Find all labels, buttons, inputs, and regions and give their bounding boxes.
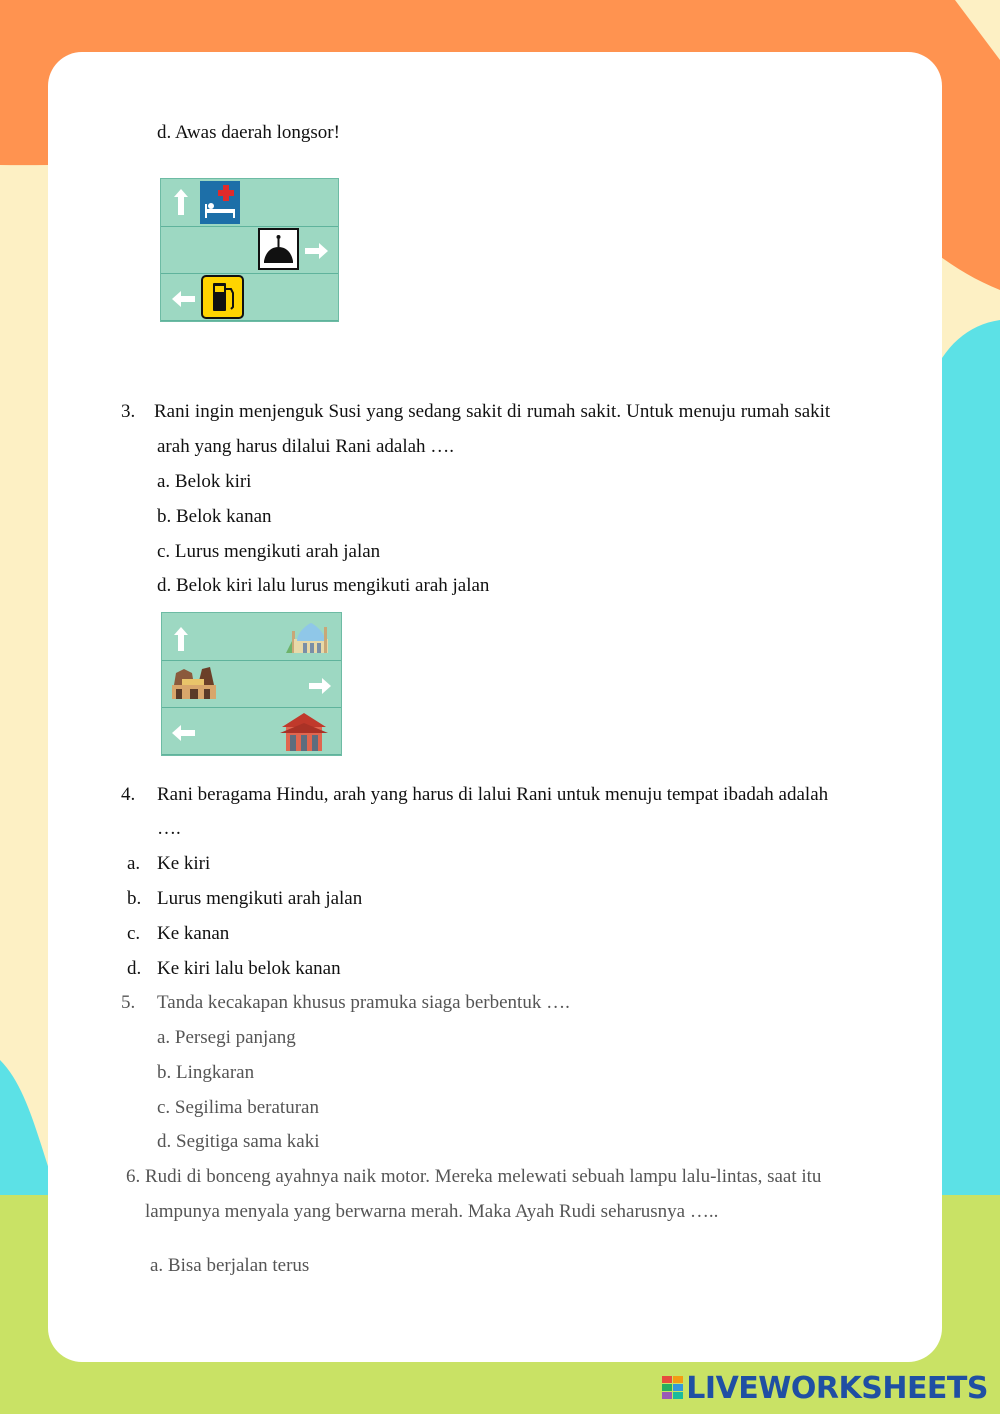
- liveworksheets-logo-icon: [662, 1376, 684, 1400]
- q5-text: Tanda kecakapan khusus pramuka siaga berbentuk ….: [157, 992, 570, 1013]
- liveworksheets-logo-text: LIVEWORKSHEETS: [686, 1370, 988, 1406]
- q3-option-c[interactable]: c. Lurus mengikuti arah jalan: [157, 541, 381, 562]
- q6-option-a[interactable]: a. Bisa berjalan terus: [150, 1255, 310, 1276]
- q4-option-d-letter: d.: [127, 958, 142, 979]
- direction-sign-1: [160, 178, 339, 322]
- q5-option-c[interactable]: c. Segilima beraturan: [157, 1097, 319, 1118]
- vihara-icon: [280, 713, 328, 751]
- hospital-icon: [200, 181, 240, 224]
- q4-option-c[interactable]: Ke kanan: [157, 923, 230, 944]
- arrow-up-icon: [174, 627, 188, 651]
- q4-option-b-letter: b.: [127, 888, 142, 909]
- q6-text-line2: lampunya menyala yang berwarna merah. Maka Ayah Rudi seharusnya …..: [145, 1201, 719, 1222]
- masjid-icon: [286, 623, 328, 653]
- liveworksheets-logo[interactable]: [662, 1370, 988, 1406]
- q3-text-line2: arah yang harus dilalui Rani adalah ….: [157, 436, 455, 457]
- arrow-left-icon: [172, 291, 195, 307]
- q3-option-b[interactable]: b. Belok kanan: [157, 506, 272, 527]
- fuel-station-icon: [202, 276, 243, 318]
- direction-sign-2-graphics: [162, 613, 341, 755]
- arrow-up-icon: [174, 189, 188, 215]
- q3-number: 3.: [121, 401, 136, 422]
- q5-option-d[interactable]: d. Segitiga sama kaki: [157, 1131, 320, 1152]
- arrow-left-icon: [172, 725, 195, 741]
- q4-number: 4.: [121, 784, 136, 805]
- q4-text-line1: Rani beragama Hindu, arah yang harus di lalui Rani untuk menuju tempat ibadah adalah: [157, 784, 829, 805]
- direction-sign-2: [161, 612, 342, 756]
- q4-option-a-letter: a.: [127, 853, 141, 874]
- q3-option-d[interactable]: d. Belok kiri lalu lurus mengikuti arah jalan: [157, 575, 490, 596]
- q5-number: 5.: [121, 992, 136, 1013]
- q4-option-c-letter: c.: [127, 923, 141, 944]
- q4-option-b[interactable]: Lurus mengikuti arah jalan: [157, 888, 363, 909]
- q5-option-b[interactable]: b. Lingkaran: [157, 1062, 255, 1083]
- q4-option-d[interactable]: Ke kiri lalu belok kanan: [157, 958, 341, 979]
- q5-option-a[interactable]: a. Persegi panjang: [157, 1027, 296, 1048]
- pura-icon: [172, 667, 216, 699]
- q3-option-a[interactable]: a. Belok kiri: [157, 471, 252, 492]
- q4-option-a[interactable]: Ke kiri: [157, 853, 211, 874]
- q4-text-line2: ….: [157, 818, 181, 839]
- arrow-right-icon: [305, 243, 328, 259]
- mosque-icon: [259, 229, 298, 269]
- q6-text-line1: 6. Rudi di bonceng ayahnya naik motor. Mereka melewati sebuah lampu lalu-lintas, saat itu: [126, 1166, 822, 1187]
- direction-sign-1-graphics: [161, 179, 338, 321]
- q2-option-d: d. Awas daerah longsor!: [157, 122, 340, 143]
- q3-text-line1: Rani ingin menjenguk Susi yang sedang sakit di rumah sakit. Untuk menuju rumah sakit: [154, 401, 831, 422]
- arrow-right-icon: [309, 678, 331, 694]
